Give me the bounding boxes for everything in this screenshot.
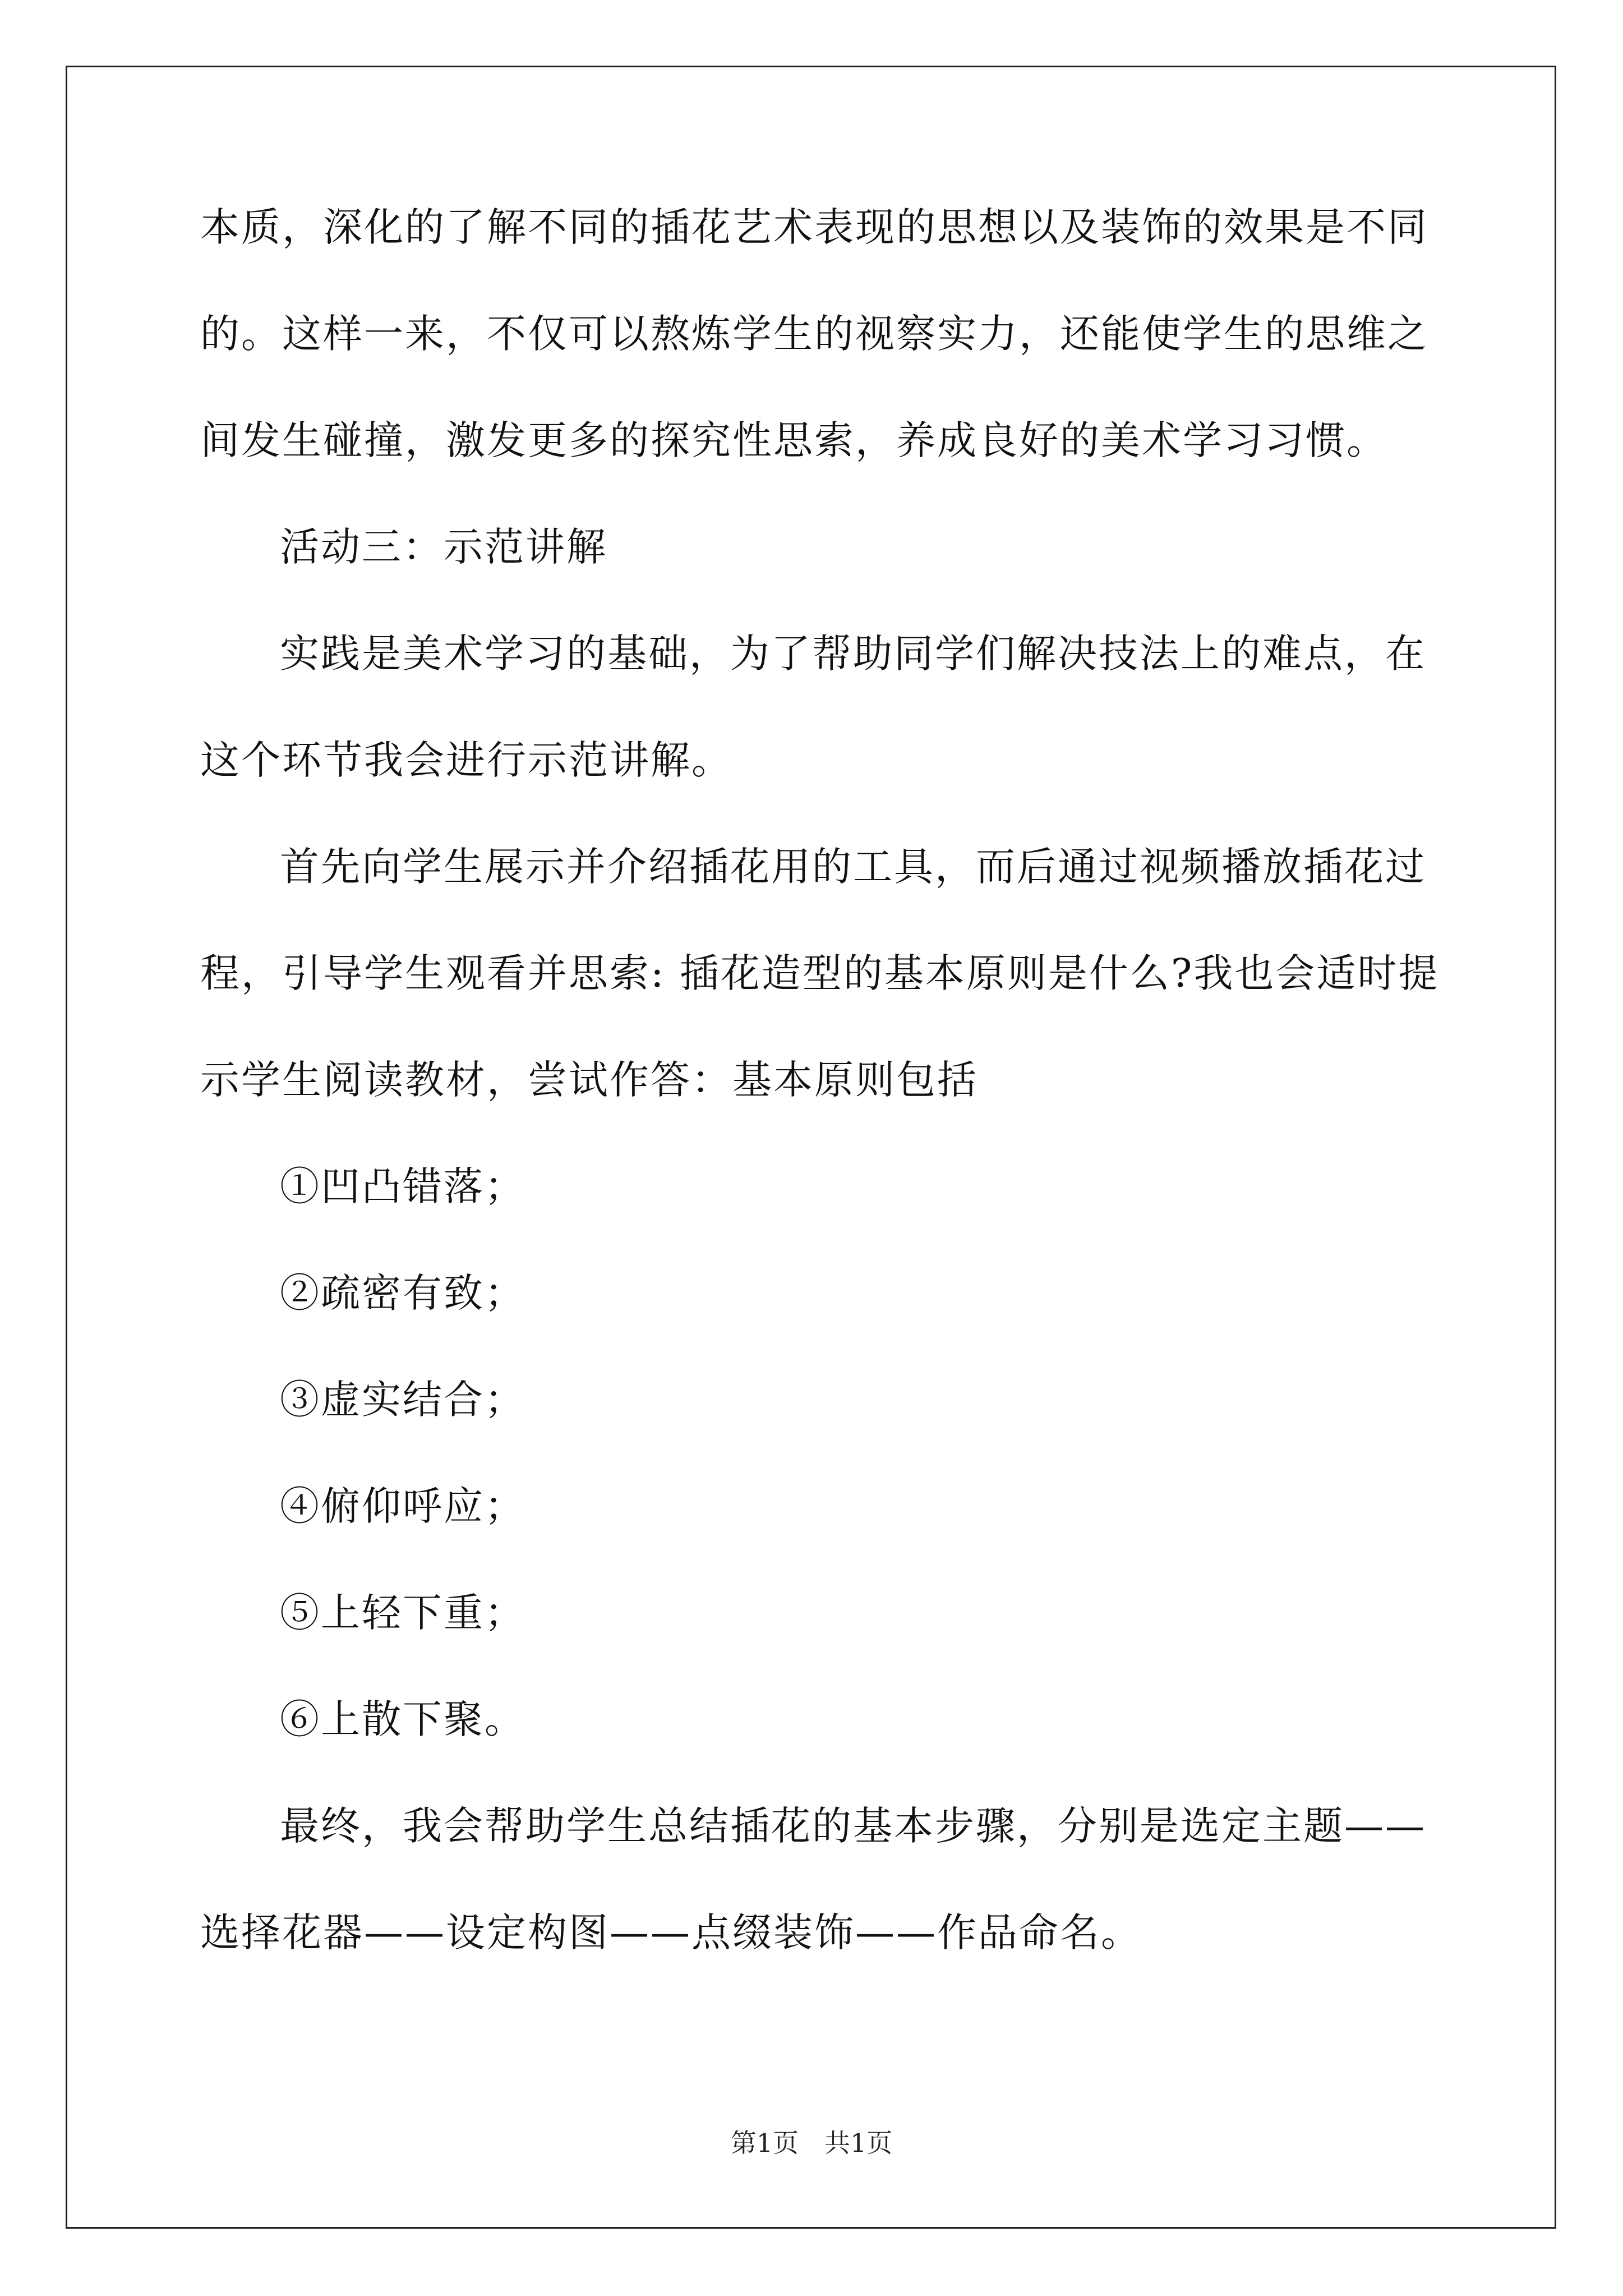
list-item: ④俯仰呼应；	[280, 1483, 525, 1529]
list-item: ②疏密有致；	[280, 1270, 525, 1316]
page-border	[66, 66, 1556, 2229]
paragraph-line: 这个环节我会进行示范讲解。	[200, 737, 732, 783]
paragraph-line: 首先向学生展示并介绍插花用的工具，而后通过视频播放插花过	[280, 844, 1426, 890]
list-item: ①凹凸错落；	[280, 1163, 525, 1209]
paragraph-line: 本质，深化的了解不同的插花艺术表现的思想以及装饰的效果是不同	[200, 204, 1428, 250]
total-page-count: 共1页	[824, 2128, 893, 2158]
paragraph-line: 示学生阅读教材，尝试作答：基本原则包括	[200, 1057, 978, 1103]
current-page-number: 第1页	[730, 2128, 799, 2158]
paragraph-line: 的。这样一来，不仅可以熬炼学生的视察实力，还能使学生的思维之	[200, 311, 1428, 357]
section-heading: 活动三：示范讲解	[280, 524, 607, 570]
paragraph-line: 选择花器——设定构图——点缀装饰——作品命名。	[200, 1910, 1142, 1955]
list-item: ⑥上散下聚。	[280, 1696, 525, 1742]
paragraph-line: 最终，我会帮助学生总结插花的基本步骤，分别是选定主题——	[280, 1803, 1426, 1849]
paragraph-line: 间发生碰撞，激发更多的探究性思索，养成良好的美术学习习惯。	[200, 417, 1387, 463]
list-item: ③虚实结合；	[280, 1377, 525, 1423]
paragraph-line: 程，引导学生观看并思索: 插花造型的基本原则是什么?我也会适时提	[200, 950, 1440, 996]
page-footer	[0, 2126, 1623, 2160]
paragraph-line: 实践是美术学习的基础，为了帮助同学们解决技法上的难点，在	[280, 631, 1426, 677]
list-item: ⑤上轻下重；	[280, 1590, 525, 1636]
